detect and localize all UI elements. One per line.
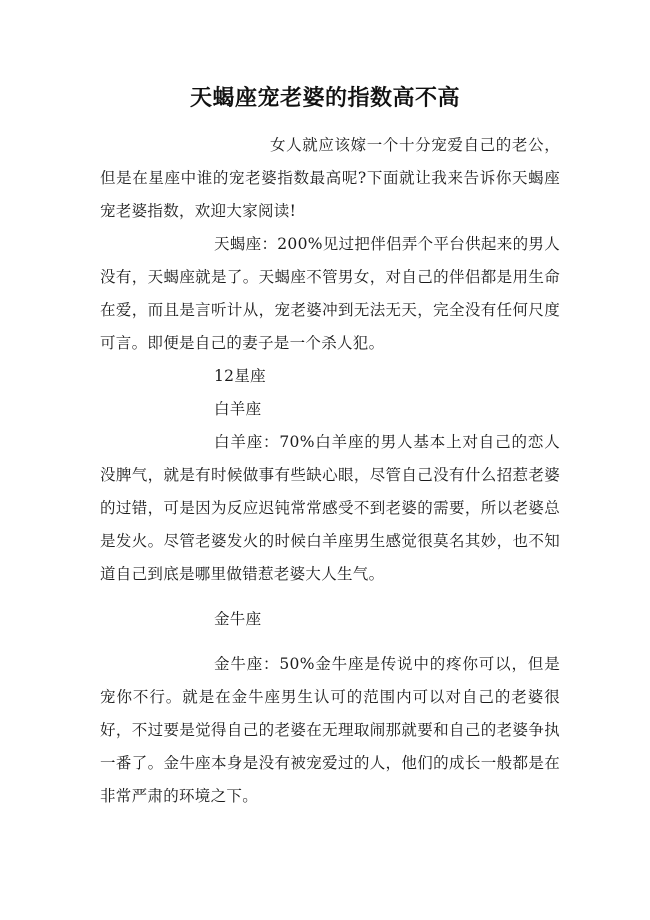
aries-heading: 白羊座 <box>214 400 262 418</box>
zodiac-heading: 12星座 <box>214 367 266 385</box>
taurus-heading: 金牛座 <box>214 610 262 628</box>
taurus-paragraph: 金牛座：50%金牛座是传说中的疼你可以，但是宠你不行。就是在金牛座男生认可的范围内可以对自己的老婆很好，不过要是觉得自己的老婆在无理取闹那就要和自己的老婆争执一番了。金牛座本身是没有被宠爱过的人，他们的成长一般都是在非常严肃的环境之下。 <box>100 655 560 805</box>
intro-paragraph: 女人就应该嫁一个十分宠爱自己的老公，但是在星座中谁的宠老婆指数最高呢?下面就让我来告诉你天蝎座宠老婆指数，欢迎大家阅读! <box>100 136 560 220</box>
scorpio-paragraph: 天蝎座：200%见过把伴侣弄个平台供起来的男人没有，天蝎座就是了。天蝎座不管男女，对自己的伴侣都是用生命在爱，而且是言听计从，宠老婆冲到无法无天，完全没有任何尺度可言。即便是自己的妻子是一个杀人犯。 <box>100 235 560 352</box>
aries-paragraph: 白羊座：70%白羊座的男人基本上对自己的恋人没脾气，就是有时候做事有些缺心眼，尽管自己没有什么招惹老婆的过错，可是因为反应迟钝常常感受不到老婆的需要，所以老婆总是发火。尽管老婆发火的时候白羊座男生感觉很莫名其妙，也不知道自己到底是哪里做错惹老婆大人生气。 <box>100 433 560 583</box>
document-title: 天蝎座宠老婆的指数高不高 <box>189 86 460 111</box>
document-body <box>100 129 560 813</box>
